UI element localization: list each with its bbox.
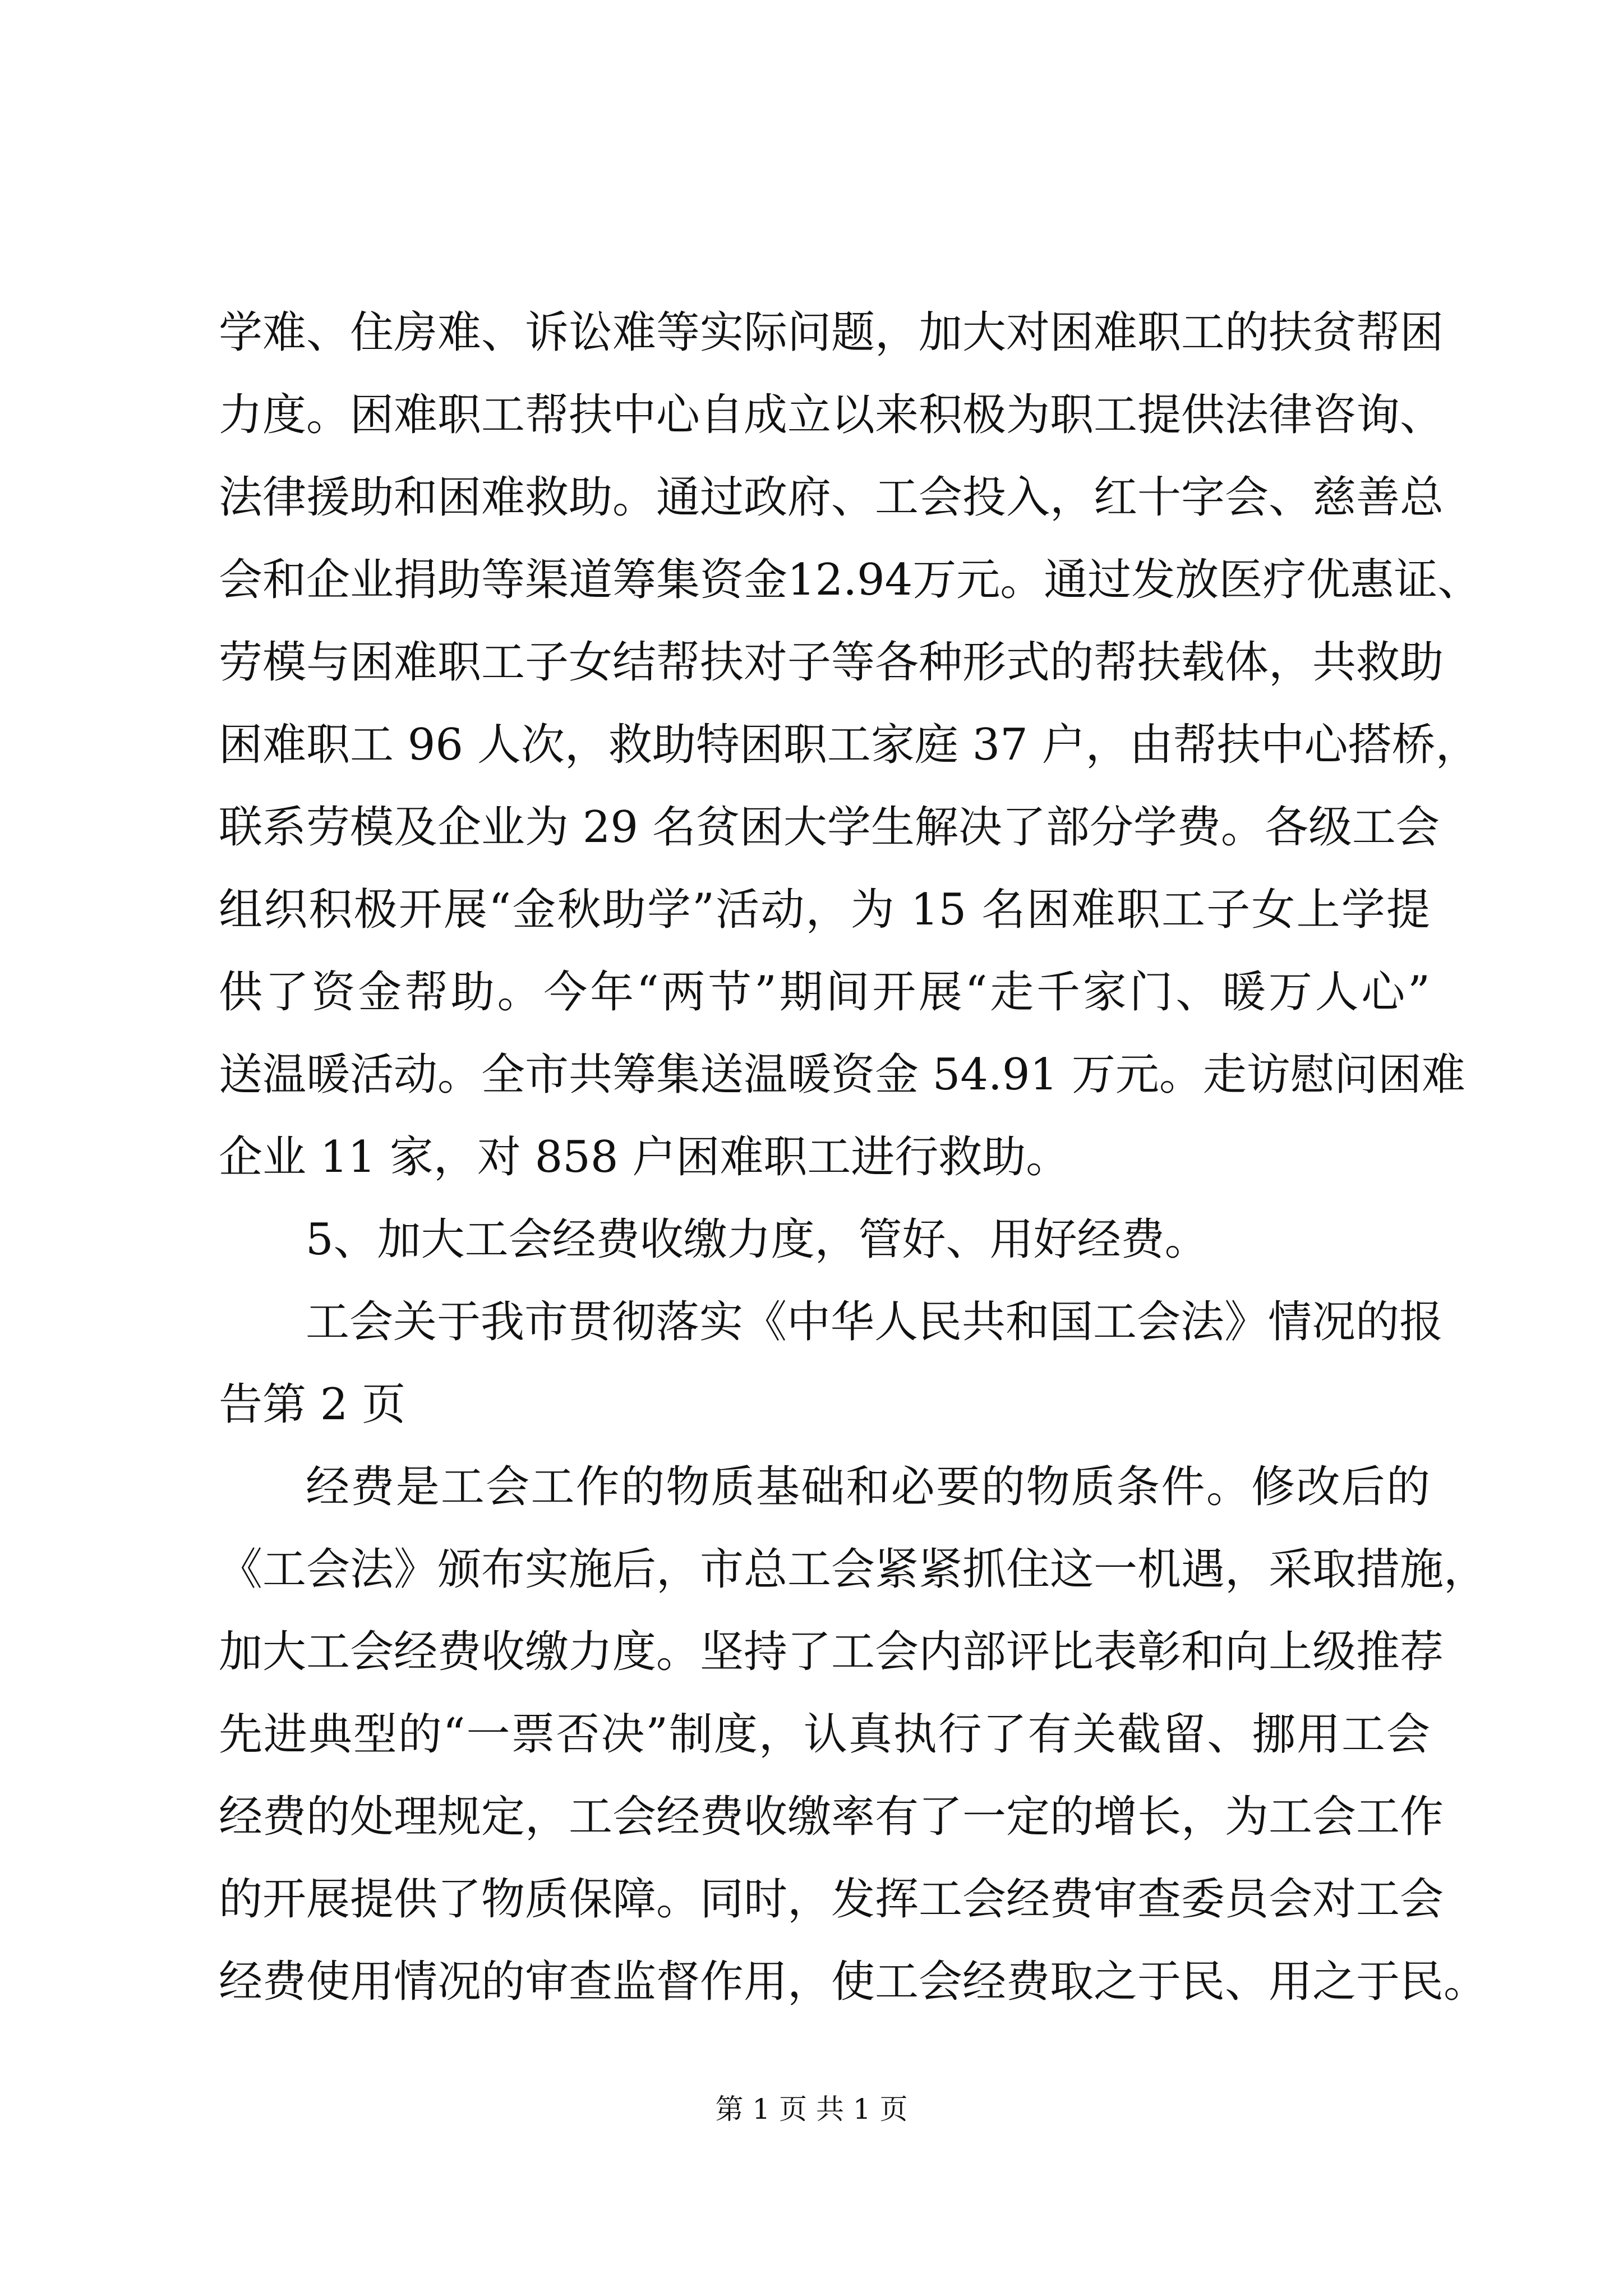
paragraph-line: 会和企业捐助等渠道筹集资金12.94万元。通过发放医疗优惠证、: [219, 555, 1482, 605]
paragraph-line: 企业 11 家，对 858 户困难职工进行救助。: [219, 1132, 1070, 1182]
paragraph-line: 工会关于我市贯彻落实《中华人民共和国工会法》情况的报: [306, 1297, 1444, 1347]
paragraph-line: 组织积极开展“金秋助学”活动，为 15 名困难职工子女上学提: [219, 885, 1430, 935]
paragraph-line: 的开展提供了物质保障。同时，发挥工会经费审查委员会对工会: [219, 1874, 1444, 1925]
section-heading: 5、加大工会经费收缴力度，管好、用好经费。: [306, 1214, 1209, 1265]
paragraph-line: 联系劳模及企业为 29 名贫困大学生解决了部分学费。各级工会: [219, 802, 1440, 853]
paragraph-line: 劳模与困难职工子女结帮扶对子等各种形式的帮扶载体，共救助: [219, 637, 1444, 688]
page-footer: [0, 2092, 1623, 2126]
paragraph-line: 加大工会经费收缴力度。坚持了工会内部评比表彰和向上级推荐: [219, 1627, 1444, 1677]
paragraph-line: 告第 2 页: [219, 1379, 406, 1430]
paragraph-line: 学难、住房难、诉讼难等实际问题，加大对困难职工的扶贫帮困: [219, 307, 1444, 358]
paragraph-line: 经费使用情况的审查监督作用，使工会经费取之于民、用之于民。: [219, 1957, 1488, 2007]
paragraph-line: 送温暖活动。全市共筹集送温暖资金 54.91 万元。走访慰问困难: [219, 1050, 1465, 1100]
paragraph-line: 法律援助和困难救助。通过政府、工会投入，红十字会、慈善总: [219, 472, 1444, 523]
paragraph-line: 经费是工会工作的物质基础和必要的物质条件。修改后的: [306, 1462, 1430, 1512]
paragraph-line: 供了资金帮助。今年“两节”期间开展“走千家门、暖万人心”: [219, 967, 1430, 1018]
page-number-label: 第 1 页 共 1 页: [715, 2093, 908, 2125]
document-body: [219, 292, 1488, 2023]
paragraph-line: 《工会法》颁布实施后，市总工会紧紧抓住这一机遇，采取措施，: [219, 1544, 1488, 1595]
paragraph-line: 先进典型的“一票否决”制度，认真执行了有关截留、挪用工会: [219, 1709, 1430, 1760]
paragraph-line: 困难职工 96 人次，救助特困职工家庭 37 户，由帮扶中心搭桥，: [219, 720, 1479, 770]
paragraph-line: 力度。困难职工帮扶中心自成立以来积极为职工提供法律咨询、: [219, 390, 1444, 440]
paragraph-line: 经费的处理规定，工会经费收缴率有了一定的增长，为工会工作: [219, 1792, 1444, 1842]
